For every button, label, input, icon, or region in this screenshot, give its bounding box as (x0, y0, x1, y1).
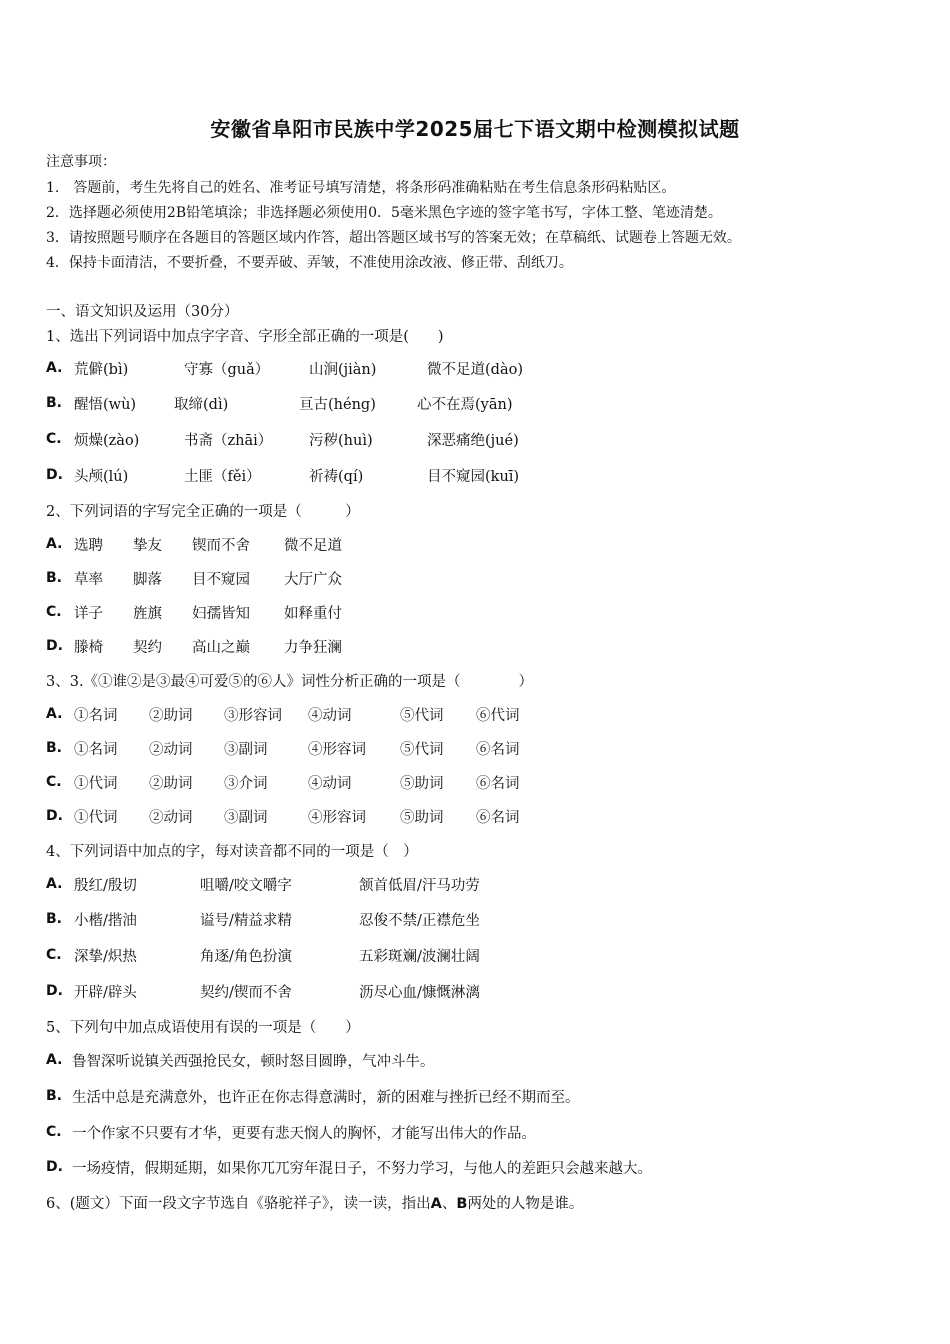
option-word: 力争狂澜 (284, 640, 342, 656)
option-word: ③介词 (224, 776, 268, 792)
section-heading: 一、语文知识及运用（30分） (46, 304, 239, 320)
option-label: D. (46, 638, 63, 654)
option-text: 一场疫情，假期延期，如果你兀兀穷年混日子，不努力学习，与他人的差距只会越来越大。 (72, 1161, 652, 1177)
option-word: 殷红/殷切 (74, 878, 137, 894)
option-label: C. (46, 947, 62, 963)
option-word: 深恶痛绝(jué) (427, 433, 519, 449)
question-3-stem: 3、3.《①谁②是③最④可爱⑤的⑥人》词性分析正确的一项是（ ） (46, 674, 534, 690)
option-word: 旌旗 (133, 606, 162, 622)
option-word: ⑤代词 (400, 742, 444, 758)
option-word: 颔首低眉/汗马功劳 (359, 878, 480, 894)
option-word: ④动词 (308, 776, 352, 792)
question-5-stem: 5、下列句中加点成语使用有误的一项是（ ） (46, 1020, 360, 1036)
option-word: 目不窥园(kuī) (427, 469, 520, 485)
option-word: 妇孺皆知 (192, 606, 250, 622)
option-label: B. (46, 395, 62, 411)
option-word: ⑥代词 (476, 708, 520, 724)
option-word: 书斋（zhāi） (184, 433, 273, 449)
option-text: 鲁智深听说镇关西强抢民女，顿时怒目圆睁，气冲斗牛。 (72, 1054, 435, 1070)
option-word: 大厅广众 (284, 572, 342, 588)
question-1-stem: 1、选出下列词语中加点字字音、字形全部正确的一项是( ) (46, 329, 444, 345)
notice-item-4: 4．保持卡面清洁，不要折叠，不要弄破、弄皱，不准使用涂改液、修正带、刮纸刀。 (46, 255, 573, 271)
notice-item-2: 2．选择题必须使用2B铅笔填涂；非选择题必须使用0．5毫米黑色字迹的签字笔书写，字体工整、笔迹清楚。 (46, 205, 722, 221)
option-word: ①名词 (74, 742, 118, 758)
option-text: 一个作家不只要有才华，更要有悲天悯人的胸怀，才能写出伟大的作品。 (72, 1126, 536, 1142)
option-word: 五彩斑斓/波澜壮阔 (359, 949, 480, 965)
option-word: 小楷/揩油 (74, 913, 137, 929)
option-label: B. (46, 1088, 62, 1104)
question-6-stem-pre: 6、(题文）下面一段文字节选自《骆驼祥子》，读一读，指出 (46, 1196, 431, 1212)
option-word: 锲而不舍 (192, 538, 250, 554)
option-label: A. (46, 876, 63, 892)
option-word: 微不足道(dào) (427, 362, 523, 378)
option-label: B. (46, 570, 62, 586)
option-word: ③形容词 (224, 708, 282, 724)
option-word: 开辟/辟头 (74, 985, 137, 1001)
option-word: 契约 (133, 640, 162, 656)
option-word: 祈祷(qí) (309, 469, 364, 485)
option-word: ②助词 (149, 708, 193, 724)
option-label: B. (46, 740, 62, 756)
option-label: A. (46, 536, 63, 552)
option-word: 微不足道 (284, 538, 342, 554)
question-6-mark-b: B (456, 1196, 468, 1212)
option-word: ①代词 (74, 776, 118, 792)
option-word: ②动词 (149, 810, 193, 826)
option-word: ③副词 (224, 742, 268, 758)
option-text: 生活中总是充满意外，也许正在你志得意满时，新的困难与挫折已经不期而至。 (72, 1090, 580, 1106)
option-label: B. (46, 911, 62, 927)
option-word: ②动词 (149, 742, 193, 758)
option-label: D. (46, 467, 63, 483)
option-word: ⑤助词 (400, 776, 444, 792)
question-2-stem: 2、下列词语的字写完全正确的一项是（ ） (46, 504, 360, 520)
option-word: 如释重付 (284, 606, 342, 622)
question-6-sep: 、 (441, 1196, 457, 1212)
option-word: ⑥名词 (476, 742, 520, 758)
option-word: 详子 (74, 606, 103, 622)
option-word: 目不窥园 (192, 572, 250, 588)
option-word: 深挚/炽热 (74, 949, 137, 965)
option-word: ③副词 (224, 810, 268, 826)
option-word: ⑤代词 (400, 708, 444, 724)
option-word: 守寡（guǎ） (184, 362, 270, 378)
option-word: 污秽(huì) (309, 433, 373, 449)
option-label: C. (46, 1124, 62, 1140)
option-word: 取缔(dì) (174, 397, 229, 413)
notice-item-3: 3．请按照题号顺序在各题目的答题区域内作答，超出答题区域书写的答案无效；在草稿纸、试题卷上答题无效。 (46, 230, 741, 246)
option-word: ④动词 (308, 708, 352, 724)
question-4-stem: 4、下列词语中加点的字，每对读音都不同的一项是（ ） (46, 844, 418, 860)
option-word: ⑤助词 (400, 810, 444, 826)
option-word: 咀嚼/咬文嚼字 (200, 878, 292, 894)
option-word: 草率 (74, 572, 103, 588)
option-word: 烦燥(zào) (74, 433, 140, 449)
option-word: 契约/锲而不舍 (200, 985, 292, 1001)
option-label: C. (46, 604, 62, 620)
option-word: 角逐/角色扮演 (200, 949, 292, 965)
option-word: ①名词 (74, 708, 118, 724)
option-label: A. (46, 1052, 63, 1068)
option-word: ④形容词 (308, 742, 366, 758)
notice-item-1: 1. 答题前，考生先将自己的姓名、准考证号填写清楚，将条形码准确粘贴在考生信息条形码粘贴区。 (46, 180, 676, 196)
option-word: 滕椅 (74, 640, 103, 656)
option-word: 亘古(héng) (299, 397, 376, 413)
option-word: 选聘 (74, 538, 103, 554)
option-word: 谥号/精益求精 (200, 913, 292, 929)
option-word: 心不在焉(yān) (417, 397, 513, 413)
option-label: C. (46, 774, 62, 790)
page-title: 安徽省阜阳市民族中学2025届七下语文期中检测模拟试题 (210, 117, 740, 141)
option-word: 脚落 (133, 572, 162, 588)
question-6-stem-post: 两处的人物是谁。 (467, 1196, 584, 1212)
option-word: 山涧(jiàn) (309, 362, 377, 378)
option-word: 忍俊不禁/正襟危坐 (359, 913, 480, 929)
option-word: ①代词 (74, 810, 118, 826)
option-label: D. (46, 983, 63, 999)
option-label: C. (46, 431, 62, 447)
option-word: ②助词 (149, 776, 193, 792)
option-label: D. (46, 1159, 63, 1175)
option-word: 头颅(lú) (74, 469, 129, 485)
option-label: A. (46, 360, 63, 376)
option-word: 土匪（fěi） (184, 469, 261, 485)
notice-heading: 注意事项： (46, 154, 116, 170)
option-word: 沥尽心血/慷慨淋漓 (359, 985, 480, 1001)
question-6-stem (46, 1194, 583, 1214)
option-word: ④形容词 (308, 810, 366, 826)
option-word: 醒悟(wù) (74, 397, 137, 413)
option-word: 荒僻(bì) (74, 362, 129, 378)
option-word: 高山之巅 (192, 640, 250, 656)
option-word: ⑥名词 (476, 810, 520, 826)
option-label: D. (46, 808, 63, 824)
option-word: 挚友 (133, 538, 162, 554)
option-word: ⑥名词 (476, 776, 520, 792)
question-6-mark-a: A (430, 1196, 442, 1212)
option-label: A. (46, 706, 63, 722)
